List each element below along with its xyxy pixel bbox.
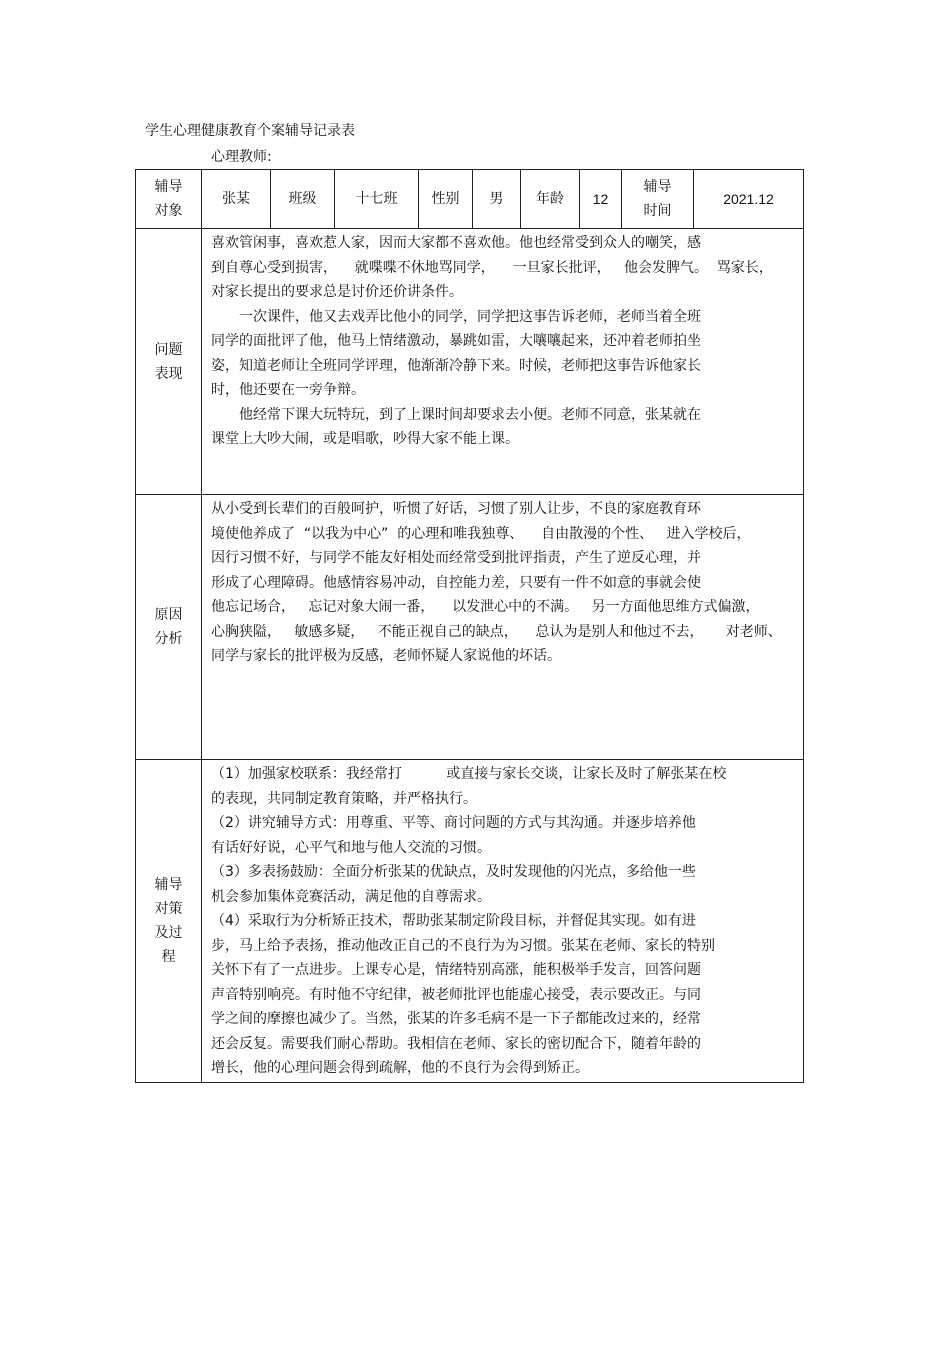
cause-label-line: 原因 <box>154 607 183 623</box>
cause-label <box>136 495 202 760</box>
page-title: 学生心理健康教育个案辅导记录表 <box>145 123 355 139</box>
cause-text <box>202 495 804 760</box>
age-value: 12 <box>580 170 622 229</box>
problem-line: 对家长提出的要求总是讨价还价讲条件。 <box>211 284 463 300</box>
strategy-line: （4）采取行为分析矫正技术，帮助张某制定阶段目标，并督促其实现。如有进 <box>211 913 696 929</box>
problem-line: 同学的面批评了他，他马上情绪激动，暴跳如雷，大嚷嚷起来，还冲着老师拍坐 <box>211 333 701 349</box>
strategy-label-line: 辅导 <box>154 877 183 893</box>
teacher-label: 心理教师: <box>211 149 272 165</box>
strategy-line: 有话好好说，心平气和地与他人交流的习惯。 <box>211 839 491 856</box>
problem-line: 课堂上大吵大闹，或是唱歌，吵得大家不能上课。 <box>211 431 519 447</box>
problem-label <box>136 229 202 495</box>
strategy-label-line: 程 <box>161 949 176 965</box>
time-label-line: 时间 <box>643 203 672 219</box>
cause-line: 从小受到长辈们的百般呵护，听惯了好话，习惯了别人让步，不良的家庭教育环 <box>211 501 701 517</box>
strategy-line: （3）多表扬鼓励：全面分析张某的优缺点，及时发现他的闪光点，多给他一些 <box>211 864 696 880</box>
cause-row <box>136 495 804 760</box>
strategy-line: （1）加强家校联系：我经常打 或直接与家长交谈，让家长及时了解张某在校 <box>211 766 727 782</box>
problem-line: 姿，知道老师让全班同学评理，他渐渐冷静下来。时候，老师把这事告诉他家长 <box>211 357 701 374</box>
target-label <box>136 170 202 229</box>
strategy-label-line: 及过 <box>154 925 183 941</box>
header-row <box>136 170 804 229</box>
strategy-line: 声音特别响亮。有时他不守纪律，被老师批评也能虚心接受，表示要改正。与同 <box>211 986 701 1003</box>
cause-line: 因行习惯不好，与同学不能友好相处而经常受到批评指责，产生了逆反心理，并 <box>211 550 701 566</box>
problem-label-line: 表现 <box>154 365 183 382</box>
problem-label-line: 问题 <box>154 341 183 358</box>
strategy-label-line: 对策 <box>154 901 183 917</box>
time-label <box>622 170 694 229</box>
problem-text <box>202 229 804 495</box>
problem-line: 一次课件，他又去戏弄比他小的同学，同学把这事告诉老师，老师当着全班 <box>239 308 701 325</box>
cause-line: 同学与家长的批评极为反感，老师怀疑人家说他的坏话。 <box>211 648 561 664</box>
strategy-line: 机会参加集体竞赛活动，满足他的自尊需求。 <box>211 888 491 905</box>
cause-line: 境使他养成了 “以我为中心” 的心理和唯我独尊、 自由散漫的个性、 进入学校后， <box>211 525 751 542</box>
strategy-label <box>136 760 202 1083</box>
cause-line: 心胸狭隘， 敏感多疑， 不能正视自己的缺点， 总认为是别人和他过不去， 对老师、 <box>211 623 782 640</box>
cause-line: 他忘记场合， 忘记对象大闹一番， 以发泄心中的不满。 另一方面他思维方式偏激， <box>211 599 760 615</box>
class-value: 十七班 <box>335 170 419 229</box>
problem-line: 他经常下课大玩特玩，到了上课时间却要求去小便。老师不同意，张某就在 <box>239 406 701 423</box>
target-label-line: 辅导 <box>154 179 183 195</box>
record-table <box>135 169 804 1083</box>
strategy-line: 学之间的摩擦也减少了。当然，张某的许多毛病不是一下子都能改过来的，经常 <box>211 1011 701 1027</box>
strategy-line: 的表现，共同制定教育策略，并严格执行。 <box>211 790 477 807</box>
strategy-line: （2）讲究辅导方式：用尊重、平等、商讨问题的方式与其沟通。并逐步培养他 <box>211 815 696 831</box>
student-name: 张某 <box>202 170 271 229</box>
target-label-line: 对象 <box>154 203 183 219</box>
age-label: 年龄 <box>521 170 580 229</box>
time-value: 2021.12 <box>694 170 804 229</box>
strategy-text <box>202 760 804 1083</box>
gender-label: 性别 <box>419 170 473 229</box>
problem-line: 喜欢管闲事，喜欢惹人家，因而大家都不喜欢他。他也经常受到众人的嘲笑，感 <box>211 235 701 251</box>
problem-line: 到自尊心受到损害， 就喋喋不休地骂同学， 一旦家长批评， 他会发脾气。 骂家长， <box>211 259 773 276</box>
cause-line: 形成了心理障碍。他感情容易冲动，自控能力差，只要有一件不如意的事就会使 <box>211 574 701 591</box>
strategy-line: 关怀下有了一点进步。上课专心是，情绪特别高涨，能积极举手发言，回答问题 <box>211 962 701 978</box>
gender-value: 男 <box>473 170 521 229</box>
problem-line: 时，他还要在一旁争辩。 <box>211 382 365 398</box>
time-label-line: 辅导 <box>643 179 672 195</box>
problem-row <box>136 229 804 495</box>
strategy-line: 增长，他的心理问题会得到疏解，他的不良行为会得到矫正。 <box>211 1060 589 1076</box>
strategy-line: 步，马上给予表扬，推动他改正自己的不良行为为习惯。张某在老师、家长的特别 <box>211 937 715 954</box>
cause-label-line: 分析 <box>154 631 183 647</box>
strategy-row <box>136 760 804 1083</box>
class-label: 班级 <box>271 170 335 229</box>
strategy-line: 还会反复。需要我们耐心帮助。我相信在老师、家长的密切配合下，随着年龄的 <box>211 1035 701 1052</box>
